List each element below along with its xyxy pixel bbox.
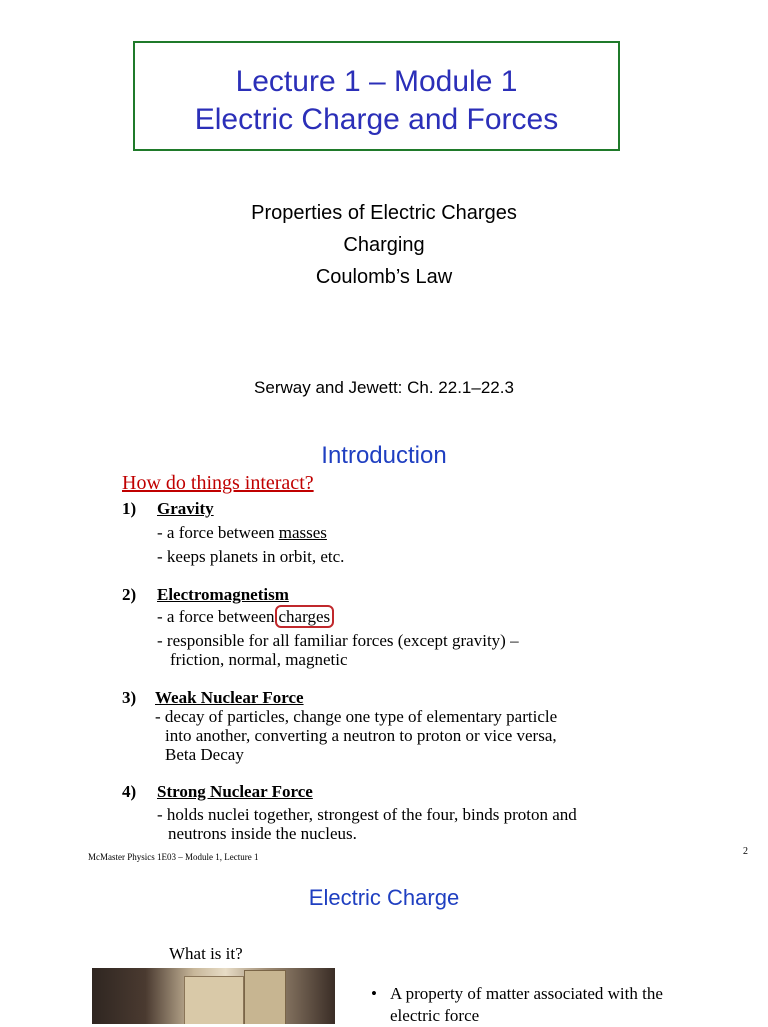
lecture-title: Lecture 1 – Module 1 [235, 65, 518, 98]
item-heading-weak-nuclear-force: Weak Nuclear Force [155, 688, 304, 707]
charges-highlight: charges [275, 605, 335, 628]
introduction-title: Introduction [321, 442, 447, 469]
bullet-line-1: A property of matter associated with the [390, 984, 663, 1003]
item-number: 1) [122, 499, 137, 518]
em-line-2: - responsible for all familiar forces (except gravity) – [157, 631, 519, 650]
item-number: 4) [122, 782, 137, 801]
bullet-line-2: electric force [390, 1006, 480, 1025]
topic-item: Charging [343, 234, 425, 256]
gravity-line-1 [157, 523, 327, 542]
item-heading-electromagnetism: Electromagnetism [157, 585, 289, 604]
strong-line-2: neutrons inside the nucleus. [168, 824, 357, 843]
em-line-1-text: - a force between [157, 607, 275, 626]
bullet-icon: • [371, 984, 377, 1003]
weak-line-1: - decay of particles, change one type of elementary particle [155, 707, 558, 726]
charge-demo-photo [92, 968, 335, 1024]
weak-line-2: into another, converting a neutron to proton or vice versa, [165, 726, 557, 745]
gravity-line-2: - keeps planets in orbit, etc. [157, 547, 345, 566]
masses-word: masses [278, 523, 327, 542]
electric-charge-title: Electric Charge [308, 885, 460, 910]
title-box [133, 41, 620, 151]
topic-list [0, 197, 768, 293]
strong-line-1: - holds nuclei together, strongest of the four, binds proton and [157, 805, 577, 824]
item-heading-gravity: Gravity [157, 499, 214, 518]
item-number: 3) [122, 688, 137, 707]
gravity-line-1-text: - a force between [157, 523, 279, 542]
lecture-subtitle: Electric Charge and Forces [194, 103, 559, 136]
what-is-it-question: What is it? [169, 944, 243, 963]
textbook-reference: Serway and Jewett: Ch. 22.1–22.3 [254, 378, 514, 397]
em-line-3: friction, normal, magnetic [170, 650, 348, 669]
item-number: 2) [122, 585, 137, 604]
topic-item: Coulomb’s Law [315, 266, 453, 288]
item-heading-strong-nuclear-force: Strong Nuclear Force [157, 782, 313, 801]
interaction-question: How do things interact? [122, 472, 314, 494]
footer-course-label: McMaster Physics 1E03 – Module 1, Lecture 1 [88, 852, 259, 862]
topic-item: Properties of Electric Charges [251, 202, 517, 224]
em-line-1 [157, 607, 334, 626]
weak-line-3: Beta Decay [165, 745, 244, 764]
page-number: 2 [743, 846, 748, 857]
